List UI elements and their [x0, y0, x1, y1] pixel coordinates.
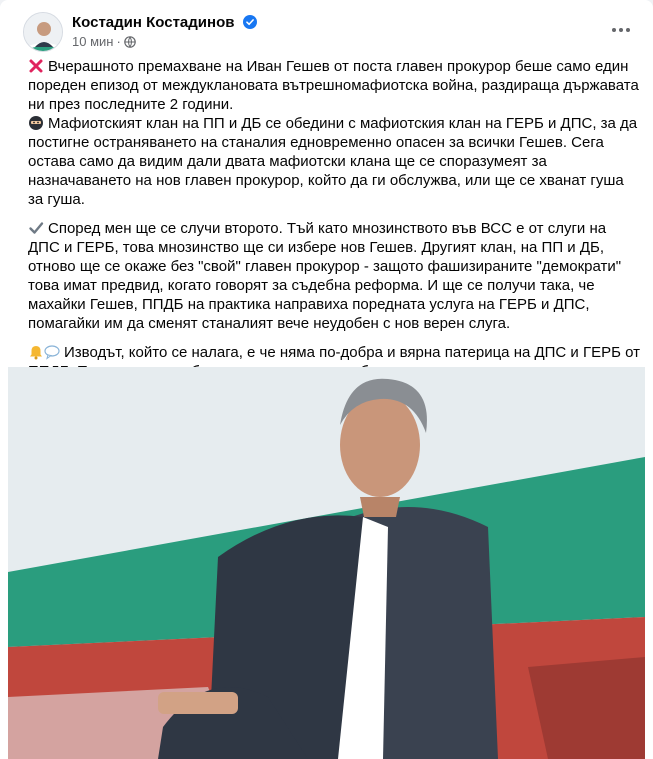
ninja-icon — [28, 115, 44, 131]
check-mark-icon — [28, 220, 44, 236]
post-time[interactable]: 10 мин — [72, 34, 114, 49]
cross-mark-icon — [28, 58, 44, 74]
speech-bubble-icon — [44, 344, 60, 360]
author-avatar[interactable] — [23, 12, 63, 52]
verified-badge-icon — [243, 15, 257, 29]
bell-icon — [28, 344, 44, 360]
post-photo[interactable] — [8, 367, 645, 759]
post-body — [28, 57, 640, 381]
post-paragraph-2 — [28, 114, 640, 209]
more-options-icon[interactable] — [605, 18, 637, 42]
post-paragraph-2-text: Мафиотският клан на ПП и ДБ се обедини с мафиотския клан на ГЕРБ и ДПС, за да постигне остраняването на станалия едновременно опасен за всички Гешев. Сега остава само да видим дали двата мафиотски клана ще се споразумеят за назначаването на нов главен прокурор, който да ги обслужва, или ще се хванат гуша за гуша. — [28, 115, 638, 208]
photo-image — [8, 367, 645, 759]
post-header — [16, 12, 637, 56]
post-paragraph-3-text: Според мен ще се случи второто. Тъй като мнозинството във ВСС е от слуги на ДПС и ГЕРБ, това мнозинство ще си избере нов Гешев. Другият клан, на ПП и ДБ, отново ще се окаже без "свой" главен прокурор - защото фашизираните "демократи" това имат предвид, когато говорят за съдебна реформа. И ще се получи така, че махайки Гешев, ППДБ на практика направиха поредната услуга на ГЕРБ и ДПС, помагайки им да сменят станалият вече неудобен с нов верен слуга. — [28, 220, 622, 332]
post-paragraph-1 — [28, 57, 640, 114]
author-name-text[interactable]: Костадин Костадинов — [72, 14, 235, 31]
meta-separator: · — [116, 34, 121, 49]
globe-icon[interactable] — [124, 36, 136, 48]
author-name[interactable] — [72, 14, 257, 31]
post-meta — [72, 34, 136, 49]
post-paragraph-4-text: Изводът, който се налага, е че няма по-добра и вярна патерица на ДПС и ГЕРБ от — [64, 344, 640, 361]
avatar-image — [24, 13, 63, 52]
post-paragraph-3 — [28, 219, 640, 333]
post-paragraph-1-text: Вчерашното премахване на Иван Гешев от поста главен прокурор беше само един пореден епизод от междукланoвата вътрешномафиотска война, раздираща държавата ни през последните 2 години. — [28, 58, 639, 113]
